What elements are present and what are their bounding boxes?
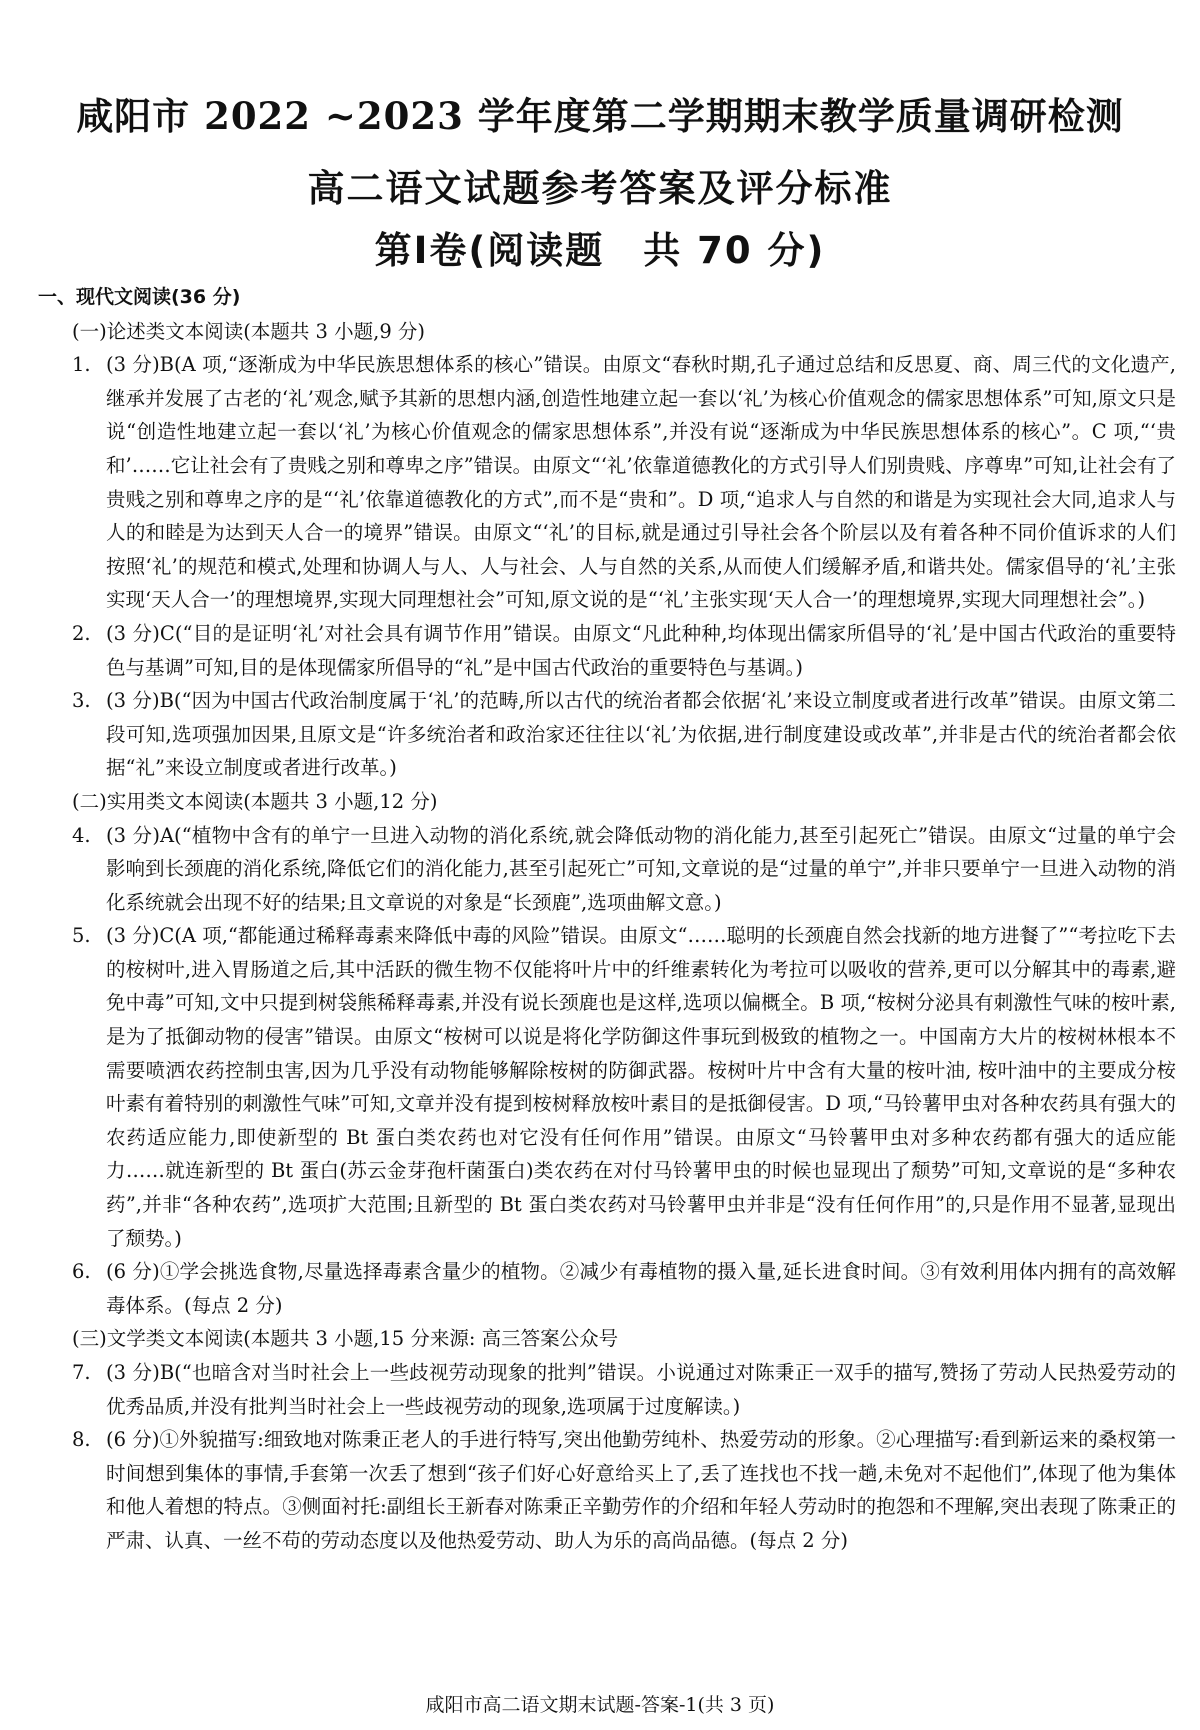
answer-content [38, 281, 1176, 1558]
answer-item [38, 1356, 1176, 1423]
item-number: 4. [72, 823, 91, 847]
subsection-heading: (二)实用类文本阅读(本题共 3 小题,12 分) [72, 789, 438, 813]
item-text: (3 分)C(A 项,“都能通过稀释毒素来降低中毒的风险”错误。由原文“……聪明的长颈鹿自然会找新的地方进餐了”“考拉吃下去的桉树叶,进入胃肠道之后,其中活跃的微生物不仅能将叶片中的纤维素转化为考拉可以吸收的营养,更可以分解其中的毒素,避免中毒”可知,文中只提到树袋熊稀释毒素,并没有说长颈鹿也是这样,选项以偏概全。B 项,“桉树分泌具有刺激性气味的桉叶素,是为了抵御动物的侵害”错误。由原文“桉树可以说是将化学防御这件事玩到极致的植物之一。中国南方大片的桉树林根本不需要喷洒农药控制虫害,因为几乎没有动物能够解除桉树的防御武器。桉树叶片中含有大量的桉叶油, 桉叶油中的主要成分桉叶素有着特别的刺激性气味”可知,文章并没有提到桉树释放桉叶素目的是抵御侵害。D 项,“马铃薯甲虫对各种农药具有强大的农药适应能力,即使新型的 Bt 蛋白类农药也对它没有任何作用”错误。由原文“马铃薯甲虫对多种农药都有强大的适应能力……就连新型的 Bt 蛋白(苏云金芽孢杆菌蛋白)类农药在对付马铃薯甲虫的时候也显现出了颓势”可知,文章说的是“多种农药”,并非“各种农药”,选项扩大范围;且新型的 Bt 蛋白类农药对马铃薯甲虫并非是“没有任何作用”的,只是作用不显著,显现出了颓势。) [106, 924, 1176, 1250]
subsection-heading: (三)文学类文本阅读(本题共 3 小题,15 分来源: 高三答案公众号 [72, 1327, 619, 1351]
page-footer: 咸阳市高二语文期末试题-答案-1(共 3 页) [425, 1694, 775, 1716]
item-number: 6. [72, 1260, 91, 1284]
answer-item [38, 1423, 1176, 1557]
answer-item [38, 919, 1176, 1255]
item-text: (3 分)B(“因为中国古代政治制度属于‘礼’的范畴,所以古代的统治者都会依据‘礼’来设立制度或者进行改革”错误。由原文第二段可知,选项强加因果,且原文是“许多统治者和政治家还往往以‘礼’为依据,进行制度建设或改革”,并非是古代的统治者都会依据“礼”来设立制度或者进行改革。) [106, 689, 1176, 780]
answer-key-title: 高二语文试题参考答案及评分标准 [307, 167, 893, 210]
item-number: 3. [72, 689, 91, 713]
subsection-heading: (一)论述类文本阅读(本题共 3 小题,9 分) [72, 319, 426, 343]
item-text: (6 分)①外貌描写:细致地对陈秉正老人的手进行特写,突出他勤劳纯朴、热爱劳动的形象。②心理描写:看到新运来的桑杈第一时间想到集体的事情,手套第一次丢了想到“孩子们好心好意给买上了,丢了连找也不找一趟,未免对不起他们”,体现了他为集体和他人着想的特点。③侧面衬托:副组长王新春对陈秉正辛勤劳作的介绍和年轻人劳动时的抱怨和不理解,突出表现了陈秉正的严肃、认真、一丝不苟的劳动态度以及他热爱劳动、助人为乐的高尚品德。(每点 2 分) [106, 1428, 1176, 1552]
part-title: 第Ⅰ卷(阅读题 共 70 分) [374, 229, 826, 272]
answer-item [38, 1255, 1176, 1322]
answer-item [38, 348, 1176, 617]
section-heading: 一、现代文阅读(36 分) [38, 286, 241, 308]
item-text: (3 分)C(“目的是证明‘礼’对社会具有调节作用”错误。由原文“凡此种种,均体现出儒家所倡导的‘礼’是中国古代政治的重要特色与基调”可知,目的是体现儒家所倡导的“礼”是中国古代政治的重要特色与基调。) [106, 621, 1176, 679]
item-number: 1. [72, 353, 91, 377]
item-number: 2. [72, 621, 91, 645]
answer-item [38, 684, 1176, 785]
item-text: (3 分)B(“也暗含对当时社会上一些歧视劳动现象的批判”错误。小说通过对陈秉正一双手的描写,赞扬了劳动人民热爱劳动的优秀品质,并没有批判当时社会上一些歧视劳动的现象,选项属于过度解读。) [106, 1361, 1176, 1418]
exam-title: 咸阳市 2022 ~2023 学年度第二学期期末教学质量调研检测 [76, 94, 1124, 138]
item-text: (3 分)A(“植物中含有的单宁一旦进入动物的消化系统,就会降低动物的消化能力,甚至引起死亡”错误。由原文“过量的单宁会影响到长颈鹿的消化系统,降低它们的消化能力,甚至引起死亡”可知,文章说的是“过量的单宁”,并非只要单宁一旦进入动物的消化系统就会出现不好的结果;且文章说的对象是“长颈鹿”,选项曲解文意。) [106, 823, 1176, 914]
item-number: 8. [72, 1428, 91, 1452]
answer-item [38, 819, 1176, 920]
answer-item [38, 617, 1176, 684]
item-number: 5. [72, 924, 91, 948]
item-text: (6 分)①学会挑选食物,尽量选择毒素含量少的植物。②减少有毒植物的摄入量,延长进食时间。③有效利用体内拥有的高效解毒体系。(每点 2 分) [106, 1260, 1176, 1317]
item-number: 7. [72, 1361, 91, 1384]
item-text: (3 分)B(A 项,“逐渐成为中华民族思想体系的核心”错误。由原文“春秋时期,孔子通过总结和反思夏、商、周三代的文化遗产,继承并发展了古老的‘礼’观念,赋予其新的思想内涵,创造性地建立起一套以‘礼’为核心价值观念的儒家思想体系”可知,原文只是说“创造性地建立起一套以‘礼’为核心价值观念的儒家思想体系”,并没有说“逐渐成为中华民族思想体系的核心”。C 项,“‘贵和’……它让社会有了贵贱之别和尊卑之序”错误。由原文“‘礼’依靠道德教化的方式引导人们别贵贱、序尊卑”可知,让社会有了贵贱之别和尊卑之序的是“‘礼’依靠道德教化的方式”,而不是“贵和”。D 项,“追求人与自然的和谐是为实现社会大同,追求人与人的和睦是为达到天人合一的境界”错误。由原文“‘礼’的目标,就是通过引导社会各个阶层以及有着各种不同价值诉求的人们按照‘礼’的规范和模式,处理和协调人与人、人与社会、人与自然的关系,从而使人们缓解矛盾,和谐共处。儒家倡导的‘礼’主张实现‘天人合一’的理想境界,实现大同理想社会”可知,原文说的是“‘礼’主张实现‘天人合一’的理想境界,实现大同理想社会”。) [106, 353, 1176, 612]
